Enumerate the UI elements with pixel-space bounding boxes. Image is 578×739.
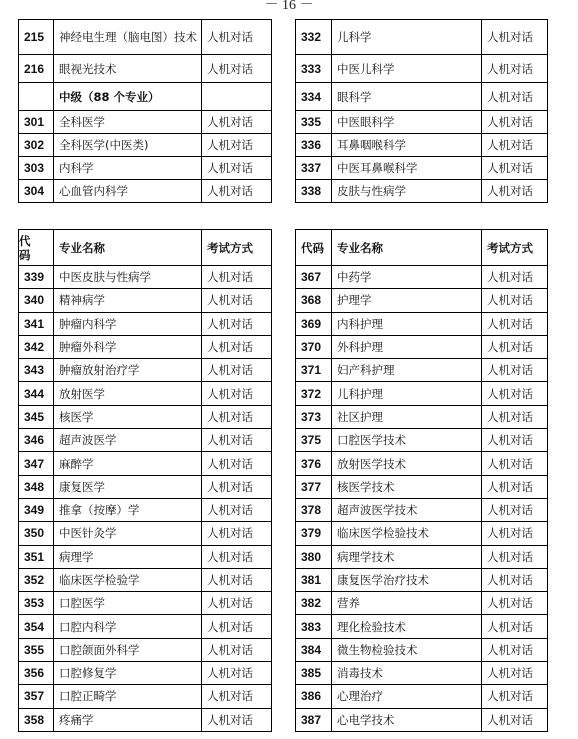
- method-cell: 人机对话: [482, 662, 548, 685]
- method-cell: 人机对话: [202, 157, 272, 180]
- code-cell: 348: [19, 475, 54, 498]
- method-cell: 人机对话: [202, 545, 272, 568]
- code-cell: 345: [19, 405, 54, 428]
- name-cell: 神经电生理（脑电图）技术: [54, 20, 202, 55]
- method-cell: 人机对话: [202, 335, 272, 358]
- name-cell: 口腔医学: [54, 592, 202, 615]
- code-cell: 378: [296, 498, 332, 521]
- table-row: [19, 335, 548, 358]
- method-cell: 人机对话: [482, 266, 548, 289]
- column-gap: [272, 545, 296, 568]
- code-cell: 376: [296, 452, 332, 475]
- table-row: [19, 498, 548, 521]
- method-cell: 人机对话: [482, 638, 548, 661]
- code-cell: 336: [296, 134, 332, 157]
- name-cell: 护理学: [332, 289, 482, 312]
- code-cell: 343: [19, 359, 54, 382]
- method-cell: 人机对话: [482, 522, 548, 545]
- column-gap: [272, 134, 296, 157]
- code-cell: 341: [19, 312, 54, 335]
- header-method-right: 考试方式: [482, 230, 548, 266]
- name-cell: 中医皮肤与性病学: [54, 266, 202, 289]
- method-cell: 人机对话: [202, 429, 272, 452]
- table-row: [19, 111, 548, 134]
- header-name: 专业名称: [54, 230, 202, 266]
- name-cell: 妇产科护理: [332, 359, 482, 382]
- column-gap: [272, 592, 296, 615]
- method-cell: 人机对话: [482, 83, 548, 111]
- header-name-right: 专业名称: [332, 230, 482, 266]
- code-cell: 379: [296, 522, 332, 545]
- name-cell: 核医学: [54, 405, 202, 428]
- method-cell: 人机对话: [482, 429, 548, 452]
- method-cell: 人机对话: [482, 134, 548, 157]
- table-row: [19, 475, 548, 498]
- name-cell: 放射医学技术: [332, 452, 482, 475]
- code-cell: 304: [19, 180, 54, 203]
- table-row: [19, 592, 548, 615]
- table-row: [19, 20, 548, 55]
- method-cell: 人机对话: [482, 289, 548, 312]
- column-gap: [272, 335, 296, 358]
- name-cell: 病理学技术: [332, 545, 482, 568]
- code-cell: 355: [19, 638, 54, 661]
- header-code: [19, 230, 54, 266]
- code-cell: 384: [296, 638, 332, 661]
- name-cell: 核医学技术: [332, 475, 482, 498]
- name-cell: 康复医学: [54, 475, 202, 498]
- method-cell: 人机对话: [482, 708, 548, 731]
- method-cell: 人机对话: [482, 615, 548, 638]
- exam-table-continued: [18, 19, 548, 203]
- column-gap: [272, 55, 296, 83]
- column-gap: [272, 429, 296, 452]
- method-cell: 人机对话: [482, 312, 548, 335]
- code-cell: 371: [296, 359, 332, 382]
- table-row: [19, 685, 548, 708]
- method-cell: 人机对话: [202, 289, 272, 312]
- code-cell: 339: [19, 266, 54, 289]
- method-cell: 人机对话: [482, 359, 548, 382]
- method-cell: 人机对话: [482, 157, 548, 180]
- code-cell: 302: [19, 134, 54, 157]
- code-cell: 216: [19, 55, 54, 83]
- method-cell: 人机对话: [202, 638, 272, 661]
- name-cell: 麻醉学: [54, 452, 202, 475]
- name-cell: 儿科护理: [332, 382, 482, 405]
- code-cell: 346: [19, 429, 54, 452]
- column-gap: [272, 382, 296, 405]
- column-gap: [272, 522, 296, 545]
- table-top-body: [19, 20, 548, 203]
- code-cell: 347: [19, 452, 54, 475]
- code-cell: 333: [296, 55, 332, 83]
- name-cell: 外科护理: [332, 335, 482, 358]
- name-cell: 口腔正畸学: [54, 685, 202, 708]
- column-gap: [272, 180, 296, 203]
- name-cell: 耳鼻咽喉科学: [332, 134, 482, 157]
- column-gap: [272, 289, 296, 312]
- method-cell: 人机对话: [482, 405, 548, 428]
- name-cell: 微生物检验技术: [332, 638, 482, 661]
- name-cell: 理化检验技术: [332, 615, 482, 638]
- name-cell: 内科学: [54, 157, 202, 180]
- code-cell: 338: [296, 180, 332, 203]
- header-code-label: 代码: [19, 233, 31, 262]
- code-cell: 370: [296, 335, 332, 358]
- column-gap: [272, 615, 296, 638]
- code-cell: 349: [19, 498, 54, 521]
- method-cell: 人机对话: [482, 545, 548, 568]
- name-cell: 口腔内科学: [54, 615, 202, 638]
- method-cell: 人机对话: [482, 685, 548, 708]
- code-cell: 375: [296, 429, 332, 452]
- method-cell: 人机对话: [482, 592, 548, 615]
- method-cell: 人机对话: [202, 522, 272, 545]
- name-cell: 肿瘤外科学: [54, 335, 202, 358]
- column-gap: [272, 111, 296, 134]
- name-cell: 精神病学: [54, 289, 202, 312]
- name-cell: 心血管内科学: [54, 180, 202, 203]
- table-row: [19, 266, 548, 289]
- method-cell: 人机对话: [482, 382, 548, 405]
- column-gap: [272, 405, 296, 428]
- table-row: [19, 405, 548, 428]
- name-cell: 中医针灸学: [54, 522, 202, 545]
- name-cell: 中药学: [332, 266, 482, 289]
- column-gap: [272, 475, 296, 498]
- table-row: [19, 638, 548, 661]
- table-row: [19, 615, 548, 638]
- table-row: [19, 359, 548, 382]
- method-cell: 人机对话: [202, 452, 272, 475]
- name-cell: 康复医学治疗技术: [332, 568, 482, 591]
- name-cell: 内科护理: [332, 312, 482, 335]
- name-cell: 临床医学检验学: [54, 568, 202, 591]
- method-cell: 人机对话: [202, 312, 272, 335]
- name-cell: 营养: [332, 592, 482, 615]
- code-cell: 337: [296, 157, 332, 180]
- method-cell: 人机对话: [202, 498, 272, 521]
- name-cell: 肿瘤放射治疗学: [54, 359, 202, 382]
- table-row: [19, 708, 548, 731]
- code-cell: 342: [19, 335, 54, 358]
- code-cell: 351: [19, 545, 54, 568]
- name-cell: 社区护理: [332, 405, 482, 428]
- name-cell: 皮肤与性病学: [332, 180, 482, 203]
- method-cell: 人机对话: [482, 452, 548, 475]
- code-cell: 369: [296, 312, 332, 335]
- column-gap: [272, 20, 296, 55]
- code-cell: 382: [296, 592, 332, 615]
- name-cell: 口腔颌面外科学: [54, 638, 202, 661]
- name-cell: 口腔修复学: [54, 662, 202, 685]
- code-cell: 368: [296, 289, 332, 312]
- code-cell: 381: [296, 568, 332, 591]
- name-cell: 病理学: [54, 545, 202, 568]
- code-cell: 357: [19, 685, 54, 708]
- name-cell: 中医儿科学: [332, 55, 482, 83]
- table-row: [19, 452, 548, 475]
- column-gap: [272, 662, 296, 685]
- page-number: － 16 －: [264, 0, 314, 13]
- code-cell: [19, 83, 54, 111]
- code-cell: 334: [296, 83, 332, 111]
- name-cell: 心电学技术: [332, 708, 482, 731]
- method-cell: [202, 83, 272, 111]
- name-cell: 中医耳鼻喉科学: [332, 157, 482, 180]
- table-row: [19, 429, 548, 452]
- method-cell: 人机对话: [202, 111, 272, 134]
- name-cell: 儿科学: [332, 20, 482, 55]
- code-cell: 332: [296, 20, 332, 55]
- method-cell: 人机对话: [202, 615, 272, 638]
- method-cell: 人机对话: [202, 685, 272, 708]
- level-heading: 中级（88 个专业）: [54, 83, 202, 111]
- column-gap: [272, 568, 296, 591]
- name-cell: 心理治疗: [332, 685, 482, 708]
- name-cell: 全科医学: [54, 111, 202, 134]
- code-cell: 215: [19, 20, 54, 55]
- code-cell: 352: [19, 568, 54, 591]
- method-cell: 人机对话: [202, 266, 272, 289]
- method-cell: 人机对话: [202, 405, 272, 428]
- table-row: [19, 134, 548, 157]
- code-cell: 356: [19, 662, 54, 685]
- column-gap: [272, 708, 296, 731]
- name-cell: 放射医学: [54, 382, 202, 405]
- method-cell: 人机对话: [202, 592, 272, 615]
- method-cell: 人机对话: [202, 134, 272, 157]
- method-cell: 人机对话: [202, 662, 272, 685]
- code-cell: 354: [19, 615, 54, 638]
- table-row: [19, 312, 548, 335]
- code-cell: 380: [296, 545, 332, 568]
- code-cell: 385: [296, 662, 332, 685]
- code-cell: 301: [19, 111, 54, 134]
- method-cell: 人机对话: [202, 20, 272, 55]
- table-row: [19, 180, 548, 203]
- code-cell: 350: [19, 522, 54, 545]
- name-cell: 临床医学检验技术: [332, 522, 482, 545]
- column-gap: [272, 230, 296, 266]
- code-cell: 367: [296, 266, 332, 289]
- name-cell: 推拿（按摩）学: [54, 498, 202, 521]
- column-gap: [272, 266, 296, 289]
- code-cell: 340: [19, 289, 54, 312]
- method-cell: 人机对话: [202, 568, 272, 591]
- method-cell: 人机对话: [482, 498, 548, 521]
- code-cell: 383: [296, 615, 332, 638]
- code-cell: 335: [296, 111, 332, 134]
- table-row: [19, 83, 548, 111]
- name-cell: 超声波医学: [54, 429, 202, 452]
- column-gap: [272, 498, 296, 521]
- method-cell: 人机对话: [482, 55, 548, 83]
- code-cell: 377: [296, 475, 332, 498]
- column-gap: [272, 83, 296, 111]
- method-cell: 人机对话: [202, 382, 272, 405]
- code-cell: 386: [296, 685, 332, 708]
- code-cell: 344: [19, 382, 54, 405]
- method-cell: 人机对话: [482, 335, 548, 358]
- column-gap: [272, 312, 296, 335]
- header-method: 考试方式: [202, 230, 272, 266]
- name-cell: 口腔医学技术: [332, 429, 482, 452]
- code-cell: 353: [19, 592, 54, 615]
- method-cell: 人机对话: [482, 180, 548, 203]
- code-cell: 303: [19, 157, 54, 180]
- table-row: [19, 522, 548, 545]
- code-cell: 387: [296, 708, 332, 731]
- method-cell: 人机对话: [202, 708, 272, 731]
- table-row: [19, 382, 548, 405]
- code-cell: 373: [296, 405, 332, 428]
- name-cell: 超声波医学技术: [332, 498, 482, 521]
- exam-table: [18, 229, 548, 732]
- name-cell: 疼痛学: [54, 708, 202, 731]
- name-cell: 眼视光技术: [54, 55, 202, 83]
- name-cell: 肿瘤内科学: [54, 312, 202, 335]
- method-cell: 人机对话: [482, 20, 548, 55]
- code-cell: 372: [296, 382, 332, 405]
- name-cell: 消毒技术: [332, 662, 482, 685]
- table-header-row: [19, 230, 548, 266]
- method-cell: 人机对话: [482, 111, 548, 134]
- method-cell: 人机对话: [202, 475, 272, 498]
- method-cell: 人机对话: [202, 180, 272, 203]
- table-row: [19, 157, 548, 180]
- method-cell: 人机对话: [202, 359, 272, 382]
- table-bottom-body: [19, 266, 548, 732]
- column-gap: [272, 638, 296, 661]
- table-row: [19, 662, 548, 685]
- header-code-right: 代码: [296, 230, 332, 266]
- name-cell: 全科医学(中医类): [54, 134, 202, 157]
- code-cell: 358: [19, 708, 54, 731]
- method-cell: 人机对话: [482, 475, 548, 498]
- name-cell: 中医眼科学: [332, 111, 482, 134]
- method-cell: 人机对话: [482, 568, 548, 591]
- table-row: [19, 289, 548, 312]
- name-cell: 眼科学: [332, 83, 482, 111]
- method-cell: 人机对话: [202, 55, 272, 83]
- table-row: [19, 55, 548, 83]
- column-gap: [272, 359, 296, 382]
- column-gap: [272, 685, 296, 708]
- table-row: [19, 568, 548, 591]
- column-gap: [272, 157, 296, 180]
- table-row: [19, 545, 548, 568]
- column-gap: [272, 452, 296, 475]
